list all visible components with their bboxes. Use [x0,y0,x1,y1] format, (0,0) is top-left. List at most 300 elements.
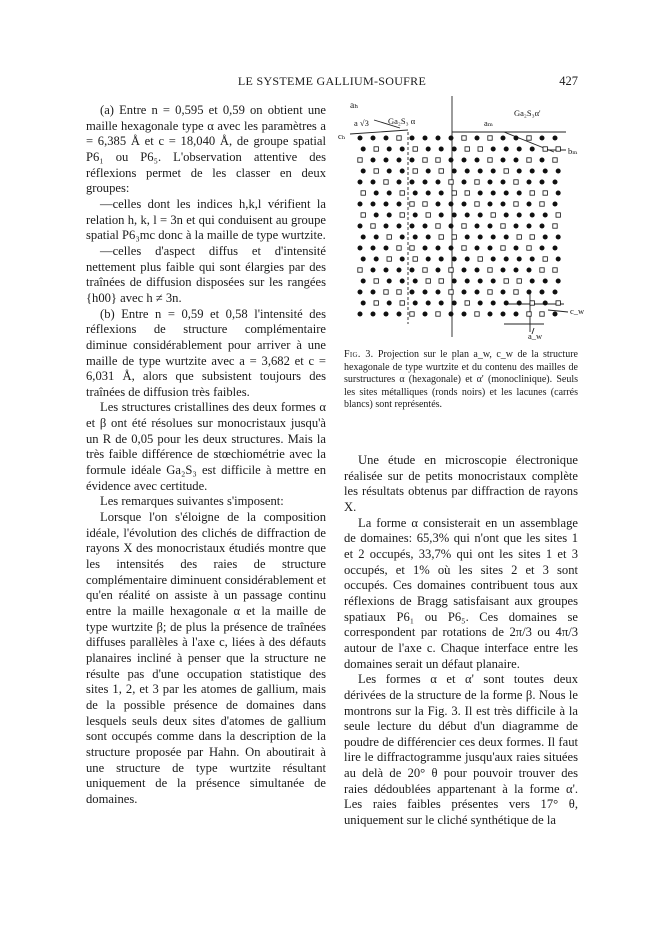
metal-site-dot [397,268,402,273]
metal-site-dot [361,257,366,262]
metal-site-dot [423,136,428,141]
metal-site-dot [540,290,545,295]
metal-site-dot [413,191,418,196]
metal-site-dot [413,235,418,240]
vacancy-square [514,180,518,184]
metal-site-dot [426,301,431,306]
metal-site-dot [384,246,389,251]
vacancy-square [387,257,391,261]
label-b-m: bₘ [568,146,578,156]
metal-site-dot [553,246,558,251]
metal-site-dot [387,191,392,196]
page-number: 427 [559,74,578,88]
metal-site-dot [504,235,509,240]
metal-site-dot [517,301,522,306]
metal-site-dot [475,290,480,295]
metal-site-dot [514,312,519,317]
metal-site-dot [397,312,402,317]
metal-site-dot [400,279,405,284]
vacancy-square [543,147,547,151]
metal-site-dot [449,312,454,317]
metal-site-dot [358,136,363,141]
vacancy-square [501,224,505,228]
metal-site-dot [426,257,431,262]
metal-site-dot [387,279,392,284]
vacancy-square [556,301,560,305]
metal-site-dot [397,180,402,185]
metal-site-dot [478,279,483,284]
metal-site-dot [465,235,470,240]
metal-site-dot [475,158,480,163]
label-c-h: cₕ [338,131,346,141]
metal-site-dot [397,224,402,229]
metal-site-dot [491,191,496,196]
label-a-h: aₕ [350,101,359,111]
metal-site-dot [423,224,428,229]
metal-site-dot [371,268,376,273]
metal-site-dot [543,169,548,174]
metal-site-dot [517,147,522,152]
vacancy-square [540,268,544,272]
metal-site-dot [449,158,454,163]
metal-site-dot [501,268,506,273]
metal-site-dot [371,312,376,317]
vacancy-square [374,147,378,151]
metal-site-dot [527,180,532,185]
structure-projection-diagram [334,92,584,344]
metal-site-dot [410,136,415,141]
metal-site-dot [501,158,506,163]
metal-site-dot [514,158,519,163]
paragraph: Une étude en microscopie électronique réalisée sur de petits monocristaux complète les résultats obtenus par diffraction de rayons X. [344,453,578,514]
metal-site-dot [553,180,558,185]
vacancy-square [527,136,531,140]
metal-site-dot [501,202,506,207]
metal-site-dot [387,301,392,306]
vacancy-square [436,224,440,228]
vacancy-square [384,180,388,184]
metal-site-dot [384,158,389,163]
metal-site-dot [475,268,480,273]
vacancy-square [517,279,521,283]
metal-site-dot [543,301,548,306]
metal-site-dot [452,279,457,284]
metal-site-dot [475,224,480,229]
vacancy-square [530,301,534,305]
metal-site-dot [358,180,363,185]
vacancy-square [488,136,492,140]
vacancy-square [439,235,443,239]
metal-site-dot [384,312,389,317]
vacancy-square [504,169,508,173]
vacancy-square [462,246,466,250]
metal-site-dot [504,147,509,152]
vacancy-square [501,246,505,250]
vacancy-square [423,202,427,206]
metal-site-dot [358,202,363,207]
metal-site-dot [426,191,431,196]
vacancy-square [540,312,544,316]
metal-site-dot [556,257,561,262]
paragraph: Lorsque l'on s'éloigne de la composition idéale, l'évolution des clichés de diffraction de rayons X des monocristaux étudiés montre que les intensités des raies de structure complémentaire diminuent considérablement et qu'en réalité on assiste à un passage continu entre la maille hexagonale α et la maille de type wurtzite β; de plus la présence de traînées diffuses parallèles à l'axe c, liées à des défauts planaires incliné à penser que la structure ne résulte pas d'une occupation statistique des sites 1, 2, et 3 par les atomes de gallium, mais de la possible présence de domaines dans lesquels seuls deux sites d'atomes de gallium sont occupés comme dans la description de la structure proposée par Hahn. On aboutirait à une structure de type wurtzite résultant uniquement de la présence simultanée de domaines. [86,510,326,806]
vacancy-square [488,158,492,162]
metal-site-dot [465,213,470,218]
metal-site-dot [413,213,418,218]
metal-site-dot [553,312,558,317]
vacancy-square [514,290,518,294]
metal-site-dot [436,290,441,295]
metal-site-dot [491,301,496,306]
metal-site-dot [504,301,509,306]
vacancy-square [387,235,391,239]
metal-site-dot [517,191,522,196]
paragraph: (a) Entre n = 0,595 et 0,59 on obtient une maille hexagonale type α avec les paramètres a = 6,385 Å et c = 18,040 Å, de groupe spatial P6₁ ou P6₅. L'observation attentive des réflexions permet de les classer en deux groupes: [86,103,326,196]
metal-site-dot [491,169,496,174]
metal-site-dot [423,290,428,295]
caption-text: Projection sur le plan a_w, c_w de la structure hexagonale de type wurtzite et du contenu des mailles de surstructures α (hexagonale) et α' (monoclinique). Seuls les sites métalliques (ronds noirs) et les lacunes (carrés blancs) sont représentés. [344,349,578,411]
metal-site-dot [400,257,405,262]
label-c-w: c_w [570,306,584,316]
vacancy-square [384,290,388,294]
metal-site-dot [384,136,389,141]
vacancy-square [449,268,453,272]
metal-site-dot [371,202,376,207]
metal-site-dot [371,136,376,141]
metal-site-dot [361,147,366,152]
metal-site-dot [452,257,457,262]
metal-site-dot [410,180,415,185]
label-ga2s3-alpha-prime: Ga₂S₃α' [514,108,541,118]
metal-site-dot [397,158,402,163]
vacancy-square [465,301,469,305]
metal-site-dot [501,312,506,317]
metal-site-dot [530,279,535,284]
vacancy-square [462,224,466,228]
metal-site-dot [517,257,522,262]
metal-site-dot [540,136,545,141]
metal-site-dot [475,136,480,141]
vacancy-square [423,158,427,162]
metal-site-dot [439,191,444,196]
metal-site-dot [462,268,467,273]
metal-site-dot [488,180,493,185]
label-a-m: aₘ [484,118,493,128]
vacancy-square [449,180,453,184]
vacancy-square [553,224,557,228]
paragraph: Les structures cristallines des deux formes α et β ont été résolues sur monocristaux jusqu'à un R de 0,05 pour les deux structures. Mais la très faible différence de stœchiométrie avec la formule idéale Ga₂S₃ est difficile à mettre en évidence avec certitude. [86,400,326,493]
vacancy-square [504,279,508,283]
vacancy-square [439,279,443,283]
vacancy-square [530,235,534,239]
vacancy-square [540,202,544,206]
metal-site-dot [540,158,545,163]
metal-site-dot [371,180,376,185]
metal-site-dot [452,301,457,306]
metal-site-dot [478,235,483,240]
metal-site-dot [501,290,506,295]
metal-site-dot [423,180,428,185]
paragraph: —celles dont les indices h,k,l vérifient la relation h, k, l = 3n et qui conduisent au groupe spatial P6₃mc donc à la maille de type wurtzite. [86,196,326,243]
metal-site-dot [488,202,493,207]
vacancy-square [436,158,440,162]
vacancy-square [527,312,531,316]
metal-site-dot [491,147,496,152]
vacancy-square [410,246,414,250]
paragraph: (b) Entre n = 0,59 et 0,58 l'intensité des réflexions de structure complémentaire diminue considérablement pour arriver à une maille de type wurtzite avec a = 3,682 et c = 6,031 Å, alors que subsistent toujours des traînées de diffusion très faibles. [86,306,326,399]
label-ga2s3-alpha: Ga₂S₃ α [388,116,416,126]
figure-3 [334,92,584,344]
metal-site-dot [387,147,392,152]
metal-site-dot [556,191,561,196]
metal-site-dot [387,169,392,174]
metal-site-dot [384,202,389,207]
vacancy-square [553,158,557,162]
metal-site-dot [553,136,558,141]
vacancy-square [358,268,362,272]
vacancy-square [491,213,495,217]
vacancy-square [475,312,479,316]
running-title: LE SYSTEME GALLIUM-SOUFRE [237,74,427,88]
page-header [86,74,578,90]
metal-site-dot [449,136,454,141]
vacancy-square [465,147,469,151]
vacancy-square [439,169,443,173]
metal-site-dot [426,235,431,240]
metal-site-dot [436,180,441,185]
metal-site-dot [449,202,454,207]
cell-edge-alpha-top [350,130,408,134]
vacancy-square [527,158,531,162]
metal-site-dot [540,246,545,251]
metal-site-dot [504,257,509,262]
metal-site-dot [374,257,379,262]
metal-site-dot [540,180,545,185]
metal-site-dot [426,169,431,174]
metal-site-dot [410,158,415,163]
metal-site-dot [491,279,496,284]
metal-site-dot [504,213,509,218]
metal-site-dot [514,224,519,229]
vacancy-square [413,169,417,173]
metal-site-dot [478,213,483,218]
vacancy-square [410,202,414,206]
metal-site-dot [436,246,441,251]
metal-site-dot [488,246,493,251]
metal-site-dot [491,257,496,262]
vacancy-square [475,180,479,184]
vacancy-square [426,279,430,283]
metal-site-dot [556,279,561,284]
metal-site-dot [527,202,532,207]
metal-site-dot [361,301,366,306]
metal-site-dot [543,213,548,218]
metal-site-dot [397,202,402,207]
metal-site-dot [465,257,470,262]
metal-site-dot [371,246,376,251]
vacancy-square [478,257,482,261]
metal-site-dot [374,235,379,240]
vacancy-square [462,136,466,140]
metal-site-dot [410,268,415,273]
vacancy-square [410,312,414,316]
metal-site-dot [465,279,470,284]
vacancy-square [413,257,417,261]
vacancy-square [527,246,531,250]
vacancy-square [475,202,479,206]
metal-site-dot [361,169,366,174]
vacancy-square [358,158,362,162]
metal-site-dot [371,158,376,163]
metal-site-dot [358,312,363,317]
vacancy-square [543,257,547,261]
metal-site-dot [400,169,405,174]
vacancy-square [400,301,404,305]
metal-site-dot [478,301,483,306]
metal-site-dot [530,213,535,218]
vacancy-square [397,246,401,250]
metal-site-dot [423,246,428,251]
vacancy-square [488,268,492,272]
vacancy-square [397,290,401,294]
vacancy-square [465,191,469,195]
metal-site-dot [514,246,519,251]
metal-site-dot [452,147,457,152]
right-column [344,453,578,829]
vacancy-square [361,191,365,195]
metal-site-dot [371,290,376,295]
vacancy-square [423,268,427,272]
metal-site-dot [488,224,493,229]
metal-site-dot [543,279,548,284]
vacancy-square [556,147,560,151]
metal-site-dot [527,290,532,295]
vacancy-square [530,191,534,195]
metal-site-dot [449,224,454,229]
vacancy-square [413,147,417,151]
metal-site-dot [439,213,444,218]
metal-site-dot [556,235,561,240]
metal-site-dot [436,202,441,207]
metal-site-dot [452,213,457,218]
metal-site-dot [517,213,522,218]
vacancy-square [553,268,557,272]
metal-site-dot [449,246,454,251]
vacancy-square [361,213,365,217]
paragraph: Les formes α et α' sont toutes deux dérivées de la structure de la forme β. Nous le montrons sur la Fig. 3. Il est très difficile à la seule lecture du début d'un diagramme de poudre de différencier ces deux formes. Il faut lire le diffractogramme jusqu'aux raies situées au delà de 20° θ pour pouvoir trouver des raies dédoublées appartenant à la forme α'. Les raies faibles présentes vers 17° θ, uniquement sur le cliché synthétique de la [344,672,578,828]
metal-site-dot [462,312,467,317]
metal-site-dot [514,268,519,273]
metal-site-dot [439,147,444,152]
metal-site-dot [501,180,506,185]
caption-label: Fig. 3. [344,349,374,360]
metal-site-dot [374,213,379,218]
metal-site-dot [462,180,467,185]
metal-site-dot [504,191,509,196]
metal-site-dot [358,224,363,229]
metal-site-dot [462,290,467,295]
metal-site-dot [384,268,389,273]
metal-site-dot [475,246,480,251]
metal-site-dot [387,213,392,218]
vacancy-square [374,169,378,173]
metal-site-dot [465,169,470,174]
metal-site-dot [478,191,483,196]
vacancy-square [371,224,375,228]
metal-site-dot [553,290,558,295]
vacancy-square [543,191,547,195]
metal-site-dot [527,224,532,229]
label-a-w: a_w [528,331,543,341]
vacancy-square [400,213,404,217]
metal-site-dot [361,279,366,284]
vacancy-square [374,279,378,283]
metal-site-dot [553,202,558,207]
metal-site-dot [488,312,493,317]
paragraph: Les remarques suivantes s'imposent: [100,494,284,509]
label-a-sqrt3: a √3 [354,118,369,128]
metal-site-dot [413,301,418,306]
metal-site-dot [400,147,405,152]
metal-site-dot [436,268,441,273]
metal-site-dot [384,224,389,229]
figure-caption [344,349,578,412]
metal-site-dot [400,235,405,240]
vacancy-square [452,235,456,239]
metal-site-dot [439,301,444,306]
metal-site-dot [530,147,535,152]
metal-site-dot [374,191,379,196]
metal-site-dot [462,158,467,163]
metal-site-dot [478,169,483,174]
metal-site-dot [543,235,548,240]
paragraph: —celles d'aspect diffus et d'intensité nettement plus faible qui sont élargies par des traînées de diffusion disposées sur les rangées {h00} avec h ≠ 3n. [86,243,326,305]
metal-site-dot [462,202,467,207]
metal-site-dot [517,169,522,174]
vacancy-square [449,290,453,294]
vacancy-square [517,235,521,239]
metal-site-dot [361,235,366,240]
vacancy-square [397,136,401,140]
paragraph: La forme α consisterait en un assemblage de domaines: 65,3% qui n'ont que les sites 1 et 2 occupés, 33,7% qui ont les sites 1 et 3 occupés, et 1% où les sites 2 et 3 sont occupés. Ces domaines contribuent tous aux réflexions de Bragg satisfaisant aux groupes spatiaux P6₁ ou P6₅. Ces domaines se correspondent par rotations de 2π/3 ou 4π/3 autour de l'axe c. Chaque interface entre les domaines serait un défaut planaire. [344,515,578,671]
metal-site-dot [410,224,415,229]
vacancy-square [488,290,492,294]
metal-site-dot [491,235,496,240]
metal-site-dot [530,257,535,262]
vacancy-square [400,191,404,195]
metal-site-dot [423,312,428,317]
pointer-c-w [548,310,568,312]
metal-site-dot [358,246,363,251]
vacancy-square [436,312,440,316]
vacancy-square [374,301,378,305]
metal-site-dot [439,257,444,262]
metal-site-dot [530,169,535,174]
metal-site-dot [413,279,418,284]
metal-site-dot [436,136,441,141]
left-column [86,103,326,808]
metal-site-dot [501,136,506,141]
metal-site-dot [358,290,363,295]
metal-site-dot [452,169,457,174]
metal-site-dot [527,268,532,273]
vacancy-square [514,202,518,206]
metal-site-dot [514,136,519,141]
metal-site-dot [556,169,561,174]
vacancy-square [478,147,482,151]
vacancy-square [426,213,430,217]
vacancy-square [452,191,456,195]
metal-site-dot [410,290,415,295]
